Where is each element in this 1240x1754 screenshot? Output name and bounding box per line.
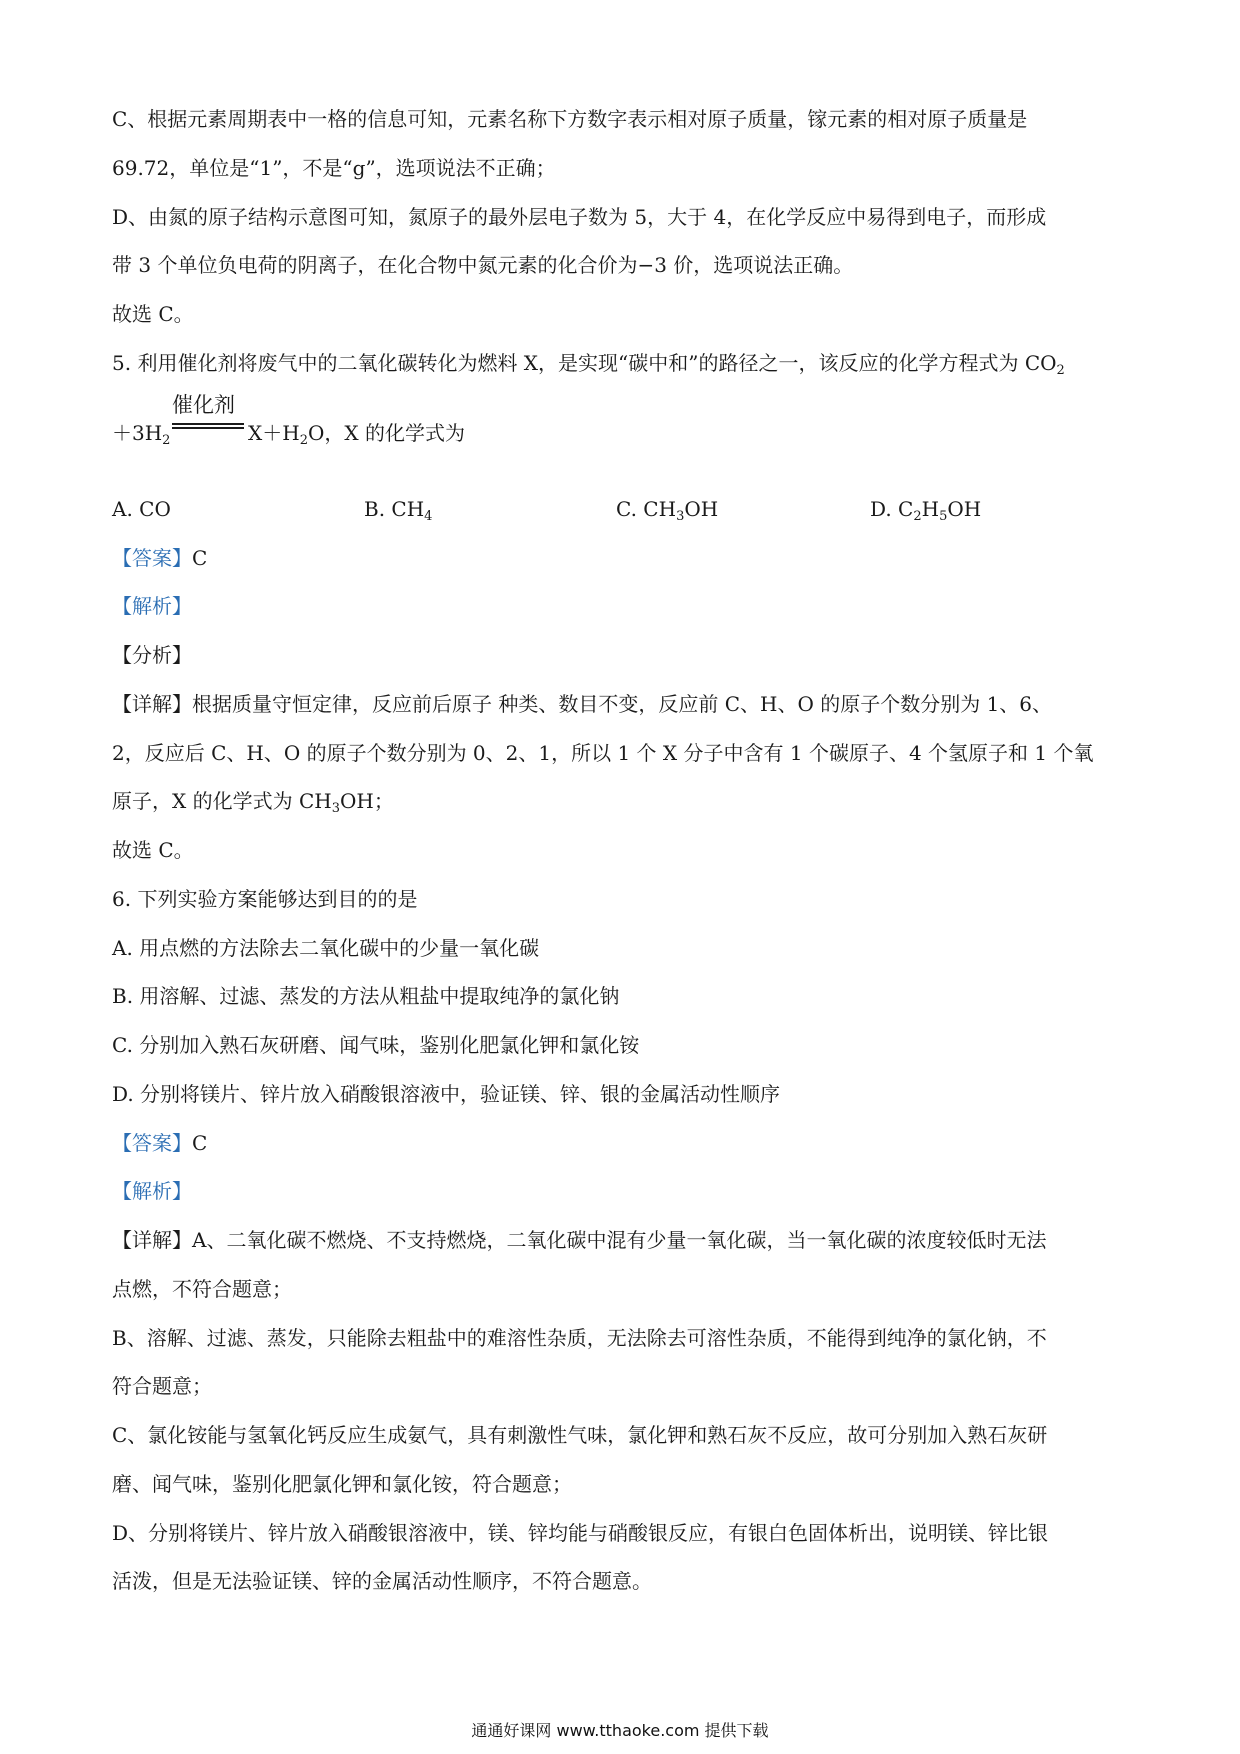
- q4-d-line2: 带 3 个单位负电荷的阴离子，在化合物中氮元素的化合价为−3 价，选项说法正确。: [112, 253, 854, 277]
- q5-answer: 【答案】C: [112, 546, 208, 570]
- q6-answer: 【答案】C: [112, 1131, 208, 1155]
- q5-fenxi: 【分析】: [112, 643, 192, 667]
- q5-option-b: B. $CH_4$: [364, 497, 433, 524]
- equals-bar-top: [172, 423, 244, 425]
- q6-detail-d-line2: 活泼，但是无法验证镁、锌的金属活动性顺序，不符合题意。: [112, 1569, 652, 1593]
- q6-detail-b-line2: 符合题意；: [112, 1374, 212, 1398]
- reaction-arrow: [172, 393, 244, 427]
- q6-detail-d-line1: D、分别将镁片、锌片放入硝酸银溶液中，镁、锌均能与硝酸银反应，有银白色固体析出，说明镁、锌比银: [112, 1521, 1049, 1545]
- q4-c-line1: C、根据元素周期表中一格的信息可知，元素名称下方数字表示相对原子质量，镓元素的相对原子质量是: [112, 107, 1028, 131]
- q5-detail-line1: 【详解】根据质量守恒定律，反应前后原子 种类、数目不变，反应前 C、H、O 的原子个数分别为 1、6、: [112, 692, 1053, 716]
- q6-detail-c-line1: C、氯化铵能与氢氧化钙反应生成氨气，具有刺激性气味，氯化钾和熟石灰不反应，故可分别加入熟石灰研: [112, 1423, 1048, 1447]
- q5-equation-suffix: $X+H_2O$，X 的化学式为: [248, 421, 465, 448]
- q5-detail-line2: 2，反应后 C、H、O 的原子个数分别为 0、2、1，所以 1 个 X 分子中含有 1 个碳原子、4 个氢原子和 1 个氧: [112, 741, 1094, 765]
- q5-stem-line1: 5. 利用催化剂将废气中的二氧化碳转化为燃料 X，是实现“碳中和”的路径之一，该反应的化学方程式为 $CO_2$: [112, 351, 1065, 378]
- q5-detail-line3: 原子，X 的化学式为 $CH_3OH$；: [112, 789, 394, 816]
- q6-option-b: B. 用溶解、过滤、蒸发的方法从粗盐中提取纯净的氯化钠: [112, 984, 620, 1008]
- q6-stem: 6. 下列实验方案能够达到目的的是: [112, 887, 418, 911]
- q6-option-c: C. 分别加入熟石灰研磨、闻气味，鉴别化肥氯化钾和氯化铵: [112, 1033, 640, 1057]
- q5-option-d: D. $C_2H_5OH$: [870, 497, 982, 524]
- q6-option-a: A. 用点燃的方法除去二氧化碳中的少量一氧化碳: [112, 936, 540, 960]
- q6-jiexi: 【解析】: [112, 1179, 192, 1203]
- q6-detail-b-line1: B、溶解、过滤、蒸发，只能除去粗盐中的难溶性杂质，无法除去可溶性杂质，不能得到纯净的氯化钠，不: [112, 1326, 1047, 1350]
- equals-bar-bottom: [172, 427, 244, 429]
- q4-choice: 故选 C。: [112, 302, 194, 326]
- q5-option-c: C. $CH_3OH$: [616, 497, 719, 524]
- q5-choice: 故选 C。: [112, 838, 194, 862]
- q6-option-d: D. 分别将镁片、锌片放入硝酸银溶液中，验证镁、锌、银的金属活动性顺序: [112, 1082, 781, 1106]
- q5-jiexi: 【解析】: [112, 594, 192, 618]
- page-footer: 通通好课网 www.tthaoke.com 提供下载: [471, 1721, 769, 1740]
- q4-c-line2: 69.72，单位是“1”，不是“g”，选项说法不正确；: [112, 156, 556, 180]
- catalyst-label: 催化剂: [172, 393, 235, 417]
- q5-option-a: A. CO: [112, 497, 171, 521]
- q6-detail-c-line2: 磨、闻气味，鉴别化肥氯化钾和氯化铵，符合题意；: [112, 1472, 572, 1496]
- q4-d-line1: D、由氮的原子结构示意图可知，氮原子的最外层电子数为 5，大于 4，在化学反应中易得到电子，而形成: [112, 205, 1047, 229]
- q6-detail-a-line1: 【详解】A、二氧化碳不燃烧、不支持燃烧，二氧化碳中混有少量一氧化碳，当一氧化碳的浓度较低时无法: [112, 1228, 1047, 1252]
- q6-detail-a-line2: 点燃，不符合题意；: [112, 1277, 292, 1301]
- q5-equation-prefix: $+3H_2$: [112, 421, 171, 448]
